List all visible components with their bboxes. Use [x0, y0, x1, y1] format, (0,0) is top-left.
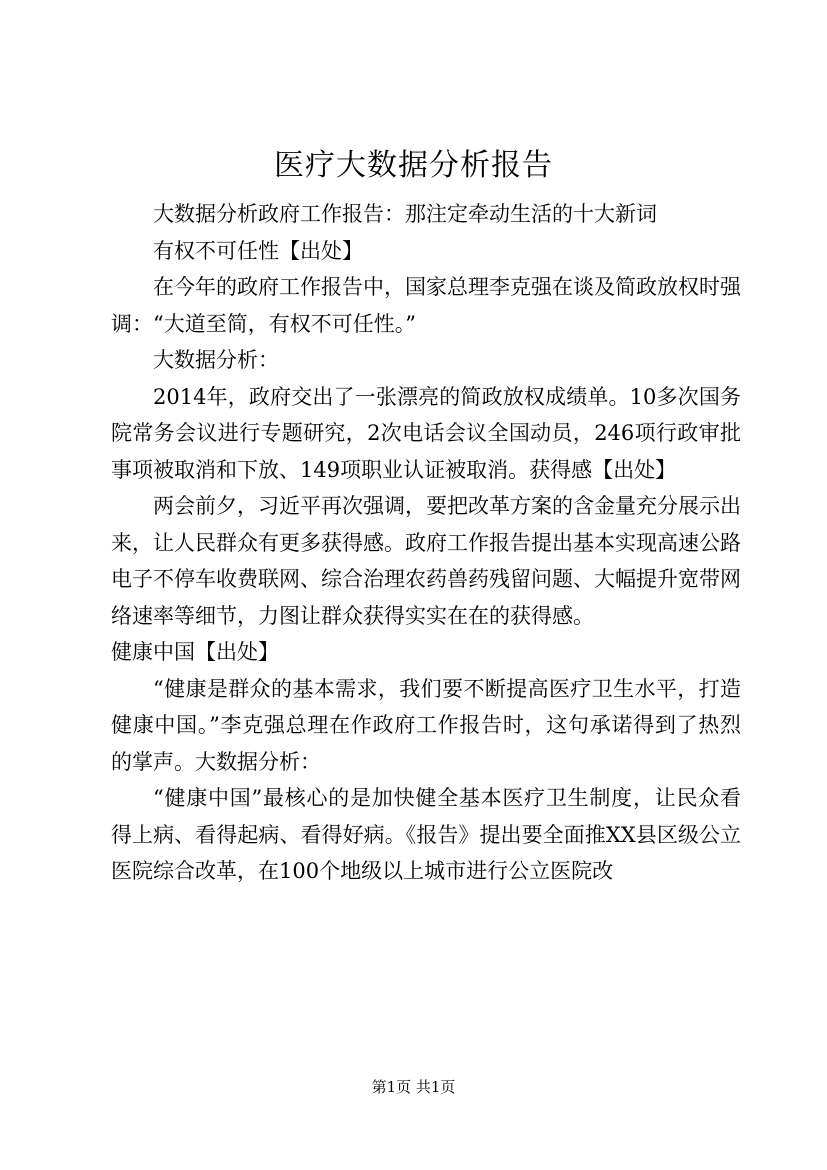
paragraph: “健康是群众的基本需求，我们要不断提高医疗卫生水平，打造健康中国。”李克强总理在作政府工作报告时，这句承诺得到了热烈的掌声。大数据分析：: [111, 676, 741, 774]
page-footer: [0, 1077, 827, 1097]
paragraph: 大数据分析：: [153, 348, 279, 372]
paragraph: 健康中国【出处】: [111, 640, 279, 664]
document-body: [111, 196, 741, 890]
paragraph: 大数据分析政府工作报告：那注定牵动生活的十大新词: [153, 202, 657, 226]
paragraph: 在今年的政府工作报告中，国家总理李克强在谈及简政放权时强调：“大道至简，有权不可任性。”: [111, 275, 741, 336]
paragraph: 有权不可任性【出处】: [153, 238, 363, 263]
document-title: 医疗大数据分析报告: [274, 148, 553, 183]
paragraph: 2014年，政府交出了一张漂亮的简政放权成绩单。10多次国务院常务会议进行专题研究，2次电话会议全国动员，246项行政审批事项被取消和下放、149项职业认证被取消。获得感【出处】: [111, 384, 741, 482]
paragraph: “健康中国”最核心的是加快健全基本医疗卫生制度，让民众看得上病、看得起病、看得好病。《报告》提出要全面推XX县区级公立医院综合改革，在100个地级以上城市进行公立医院改: [111, 786, 741, 883]
page-number-label: 第1页 共1页: [371, 1078, 456, 1096]
paragraph: 两会前夕，习近平再次强调，要把改革方案的含金量充分展示出来，让人民群众有更多获得感。政府工作报告提出基本实现高速公路电子不停车收费联网、综合治理农药兽药残留问题、大幅提升宽带网络速率等细节，力图让群众获得实实在在的获得感。: [111, 494, 741, 628]
